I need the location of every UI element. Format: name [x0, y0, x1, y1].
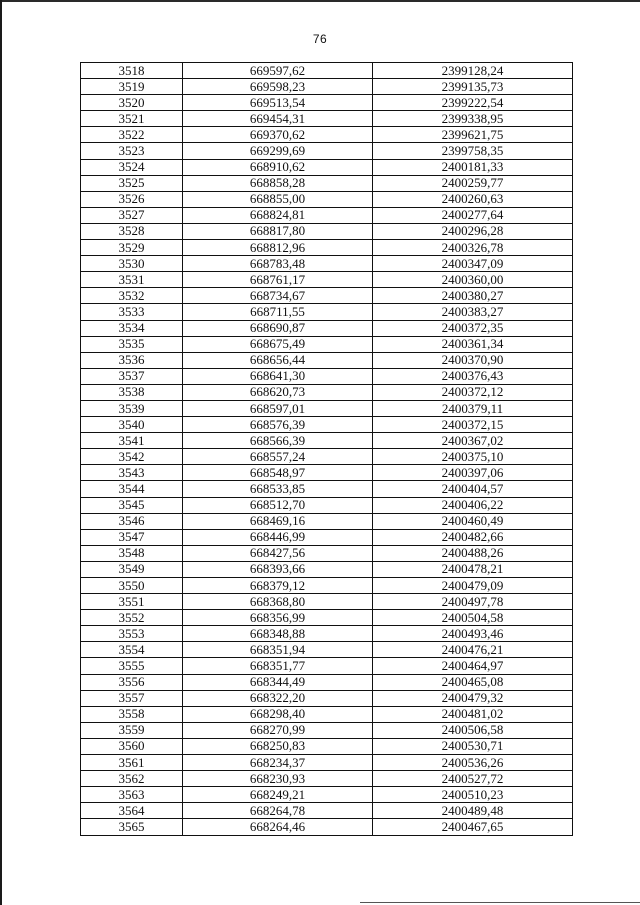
x-coordinate-cell: 669370,62	[183, 127, 373, 143]
y-coordinate-cell: 2400497,78	[373, 594, 573, 610]
coordinates-table	[80, 62, 573, 836]
table-row	[81, 819, 573, 835]
x-coordinate-cell: 668264,46	[183, 819, 373, 835]
table-row	[81, 513, 573, 529]
y-coordinate-cell: 2400259,77	[373, 175, 573, 191]
x-coordinate-cell: 668344,49	[183, 674, 373, 690]
x-coordinate-cell: 668761,17	[183, 272, 373, 288]
x-coordinate-cell: 668824,81	[183, 207, 373, 223]
point-number-cell: 3521	[81, 111, 183, 127]
point-number-cell: 3552	[81, 610, 183, 626]
y-coordinate-cell: 2400181,33	[373, 159, 573, 175]
point-number-cell: 3563	[81, 787, 183, 803]
y-coordinate-cell: 2400370,90	[373, 352, 573, 368]
y-coordinate-cell: 2400530,71	[373, 738, 573, 754]
table-row	[81, 417, 573, 433]
table-row	[81, 561, 573, 577]
y-coordinate-cell: 2400380,27	[373, 288, 573, 304]
point-number-cell: 3556	[81, 674, 183, 690]
point-number-cell: 3530	[81, 256, 183, 272]
y-coordinate-cell: 2400460,49	[373, 513, 573, 529]
point-number-cell: 3531	[81, 272, 183, 288]
point-number-cell: 3537	[81, 368, 183, 384]
point-number-cell: 3564	[81, 803, 183, 819]
table-row	[81, 755, 573, 771]
y-coordinate-cell: 2400482,66	[373, 529, 573, 545]
y-coordinate-cell: 2400479,32	[373, 690, 573, 706]
x-coordinate-cell: 668368,80	[183, 594, 373, 610]
x-coordinate-cell: 668910,62	[183, 159, 373, 175]
point-number-cell: 3518	[81, 63, 183, 79]
y-coordinate-cell: 2400489,48	[373, 803, 573, 819]
x-coordinate-cell: 668249,21	[183, 787, 373, 803]
x-coordinate-cell: 668817,80	[183, 223, 373, 239]
y-coordinate-cell: 2400326,78	[373, 240, 573, 256]
y-coordinate-cell: 2400404,57	[373, 481, 573, 497]
point-number-cell: 3544	[81, 481, 183, 497]
point-number-cell: 3534	[81, 320, 183, 336]
table-row	[81, 529, 573, 545]
table-row	[81, 803, 573, 819]
y-coordinate-cell: 2400510,23	[373, 787, 573, 803]
x-coordinate-cell: 668855,00	[183, 191, 373, 207]
y-coordinate-cell: 2399338,95	[373, 111, 573, 127]
x-coordinate-cell: 668379,12	[183, 578, 373, 594]
point-number-cell: 3562	[81, 771, 183, 787]
table-row	[81, 223, 573, 239]
y-coordinate-cell: 2400397,06	[373, 465, 573, 481]
x-coordinate-cell: 668264,78	[183, 803, 373, 819]
point-number-cell: 3542	[81, 449, 183, 465]
x-coordinate-cell: 668469,16	[183, 513, 373, 529]
table-row	[81, 545, 573, 561]
x-coordinate-cell: 668548,97	[183, 465, 373, 481]
x-coordinate-cell: 668512,70	[183, 497, 373, 513]
point-number-cell: 3527	[81, 207, 183, 223]
table-row	[81, 738, 573, 754]
scan-edge-bottom	[360, 902, 640, 903]
point-number-cell: 3546	[81, 513, 183, 529]
y-coordinate-cell: 2400478,21	[373, 561, 573, 577]
y-coordinate-cell: 2400277,64	[373, 207, 573, 223]
x-coordinate-cell: 668351,94	[183, 642, 373, 658]
point-number-cell: 3553	[81, 626, 183, 642]
table-row	[81, 288, 573, 304]
y-coordinate-cell: 2400488,26	[373, 545, 573, 561]
table-row	[81, 63, 573, 79]
y-coordinate-cell: 2400536,26	[373, 755, 573, 771]
point-number-cell: 3565	[81, 819, 183, 835]
y-coordinate-cell: 2400527,72	[373, 771, 573, 787]
table-row	[81, 658, 573, 674]
table-row	[81, 433, 573, 449]
point-number-cell: 3541	[81, 433, 183, 449]
point-number-cell: 3522	[81, 127, 183, 143]
table-row	[81, 706, 573, 722]
table-row	[81, 207, 573, 223]
table-row	[81, 111, 573, 127]
y-coordinate-cell: 2400467,65	[373, 819, 573, 835]
table-row	[81, 79, 573, 95]
y-coordinate-cell: 2400375,10	[373, 449, 573, 465]
table-row	[81, 400, 573, 416]
x-coordinate-cell: 669513,54	[183, 95, 373, 111]
table-row	[81, 465, 573, 481]
point-number-cell: 3539	[81, 400, 183, 416]
table-row	[81, 578, 573, 594]
x-coordinate-cell: 668711,55	[183, 304, 373, 320]
table-row	[81, 497, 573, 513]
x-coordinate-cell: 668734,67	[183, 288, 373, 304]
x-coordinate-cell: 668351,77	[183, 658, 373, 674]
point-number-cell: 3559	[81, 722, 183, 738]
table-row	[81, 191, 573, 207]
scan-edge-top	[0, 0, 640, 2]
point-number-cell: 3555	[81, 658, 183, 674]
table-row	[81, 352, 573, 368]
table-row	[81, 143, 573, 159]
x-coordinate-cell: 669299,69	[183, 143, 373, 159]
x-coordinate-cell: 668270,99	[183, 722, 373, 738]
y-coordinate-cell: 2399128,24	[373, 63, 573, 79]
point-number-cell: 3536	[81, 352, 183, 368]
x-coordinate-cell: 669454,31	[183, 111, 373, 127]
x-coordinate-cell: 668557,24	[183, 449, 373, 465]
x-coordinate-cell: 669598,23	[183, 79, 373, 95]
y-coordinate-cell: 2400361,34	[373, 336, 573, 352]
point-number-cell: 3525	[81, 175, 183, 191]
table-row	[81, 674, 573, 690]
point-number-cell: 3548	[81, 545, 183, 561]
table-row	[81, 256, 573, 272]
table-row	[81, 304, 573, 320]
table-row	[81, 175, 573, 191]
y-coordinate-cell: 2400406,22	[373, 497, 573, 513]
y-coordinate-cell: 2399135,73	[373, 79, 573, 95]
y-coordinate-cell: 2400383,27	[373, 304, 573, 320]
point-number-cell: 3524	[81, 159, 183, 175]
y-coordinate-cell: 2400372,15	[373, 417, 573, 433]
y-coordinate-cell: 2400464,97	[373, 658, 573, 674]
point-number-cell: 3543	[81, 465, 183, 481]
x-coordinate-cell: 669597,62	[183, 63, 373, 79]
x-coordinate-cell: 668298,40	[183, 706, 373, 722]
table-row	[81, 159, 573, 175]
scan-edge-left	[0, 0, 2, 905]
x-coordinate-cell: 668446,99	[183, 529, 373, 545]
point-number-cell: 3540	[81, 417, 183, 433]
y-coordinate-cell: 2399222,54	[373, 95, 573, 111]
point-number-cell: 3535	[81, 336, 183, 352]
y-coordinate-cell: 2400479,09	[373, 578, 573, 594]
point-number-cell: 3560	[81, 738, 183, 754]
table-row	[81, 384, 573, 400]
x-coordinate-cell: 668234,37	[183, 755, 373, 771]
x-coordinate-cell: 668597,01	[183, 400, 373, 416]
table-row	[81, 127, 573, 143]
x-coordinate-cell: 668690,87	[183, 320, 373, 336]
point-number-cell: 3519	[81, 79, 183, 95]
table-row	[81, 771, 573, 787]
y-coordinate-cell: 2399758,35	[373, 143, 573, 159]
x-coordinate-cell: 668230,93	[183, 771, 373, 787]
point-number-cell: 3528	[81, 223, 183, 239]
table-row	[81, 449, 573, 465]
point-number-cell: 3533	[81, 304, 183, 320]
y-coordinate-cell: 2400296,28	[373, 223, 573, 239]
table-row	[81, 642, 573, 658]
table-row	[81, 95, 573, 111]
y-coordinate-cell: 2400360,00	[373, 272, 573, 288]
point-number-cell: 3550	[81, 578, 183, 594]
y-coordinate-cell: 2400260,63	[373, 191, 573, 207]
y-coordinate-cell: 2400376,43	[373, 368, 573, 384]
x-coordinate-cell: 668675,49	[183, 336, 373, 352]
x-coordinate-cell: 668322,20	[183, 690, 373, 706]
point-number-cell: 3529	[81, 240, 183, 256]
x-coordinate-cell: 668393,66	[183, 561, 373, 577]
table-row	[81, 626, 573, 642]
x-coordinate-cell: 668427,56	[183, 545, 373, 561]
point-number-cell: 3557	[81, 690, 183, 706]
x-coordinate-cell: 668641,30	[183, 368, 373, 384]
x-coordinate-cell: 668656,44	[183, 352, 373, 368]
point-number-cell: 3526	[81, 191, 183, 207]
point-number-cell: 3523	[81, 143, 183, 159]
y-coordinate-cell: 2399621,75	[373, 127, 573, 143]
point-number-cell: 3532	[81, 288, 183, 304]
table-row	[81, 320, 573, 336]
x-coordinate-cell: 668620,73	[183, 384, 373, 400]
x-coordinate-cell: 668348,88	[183, 626, 373, 642]
point-number-cell: 3520	[81, 95, 183, 111]
y-coordinate-cell: 2400372,12	[373, 384, 573, 400]
x-coordinate-cell: 668576,39	[183, 417, 373, 433]
y-coordinate-cell: 2400493,46	[373, 626, 573, 642]
point-number-cell: 3547	[81, 529, 183, 545]
table-row	[81, 787, 573, 803]
point-number-cell: 3551	[81, 594, 183, 610]
point-number-cell: 3549	[81, 561, 183, 577]
y-coordinate-cell: 2400504,58	[373, 610, 573, 626]
point-number-cell: 3545	[81, 497, 183, 513]
x-coordinate-cell: 668356,99	[183, 610, 373, 626]
table-row	[81, 594, 573, 610]
y-coordinate-cell: 2400372,35	[373, 320, 573, 336]
point-number-cell: 3558	[81, 706, 183, 722]
y-coordinate-cell: 2400476,21	[373, 642, 573, 658]
coordinates-table-body	[81, 63, 573, 836]
point-number-cell: 3561	[81, 755, 183, 771]
y-coordinate-cell: 2400481,02	[373, 706, 573, 722]
table-row	[81, 368, 573, 384]
table-row	[81, 481, 573, 497]
x-coordinate-cell: 668858,28	[183, 175, 373, 191]
y-coordinate-cell: 2400367,02	[373, 433, 573, 449]
x-coordinate-cell: 668533,85	[183, 481, 373, 497]
table-row	[81, 610, 573, 626]
table-row	[81, 272, 573, 288]
point-number-cell: 3538	[81, 384, 183, 400]
x-coordinate-cell: 668812,96	[183, 240, 373, 256]
point-number-cell: 3554	[81, 642, 183, 658]
table-row	[81, 690, 573, 706]
x-coordinate-cell: 668566,39	[183, 433, 373, 449]
table-row	[81, 722, 573, 738]
table-row	[81, 336, 573, 352]
y-coordinate-cell: 2400465,08	[373, 674, 573, 690]
y-coordinate-cell: 2400347,09	[373, 256, 573, 272]
x-coordinate-cell: 668783,48	[183, 256, 373, 272]
y-coordinate-cell: 2400506,58	[373, 722, 573, 738]
y-coordinate-cell: 2400379,11	[373, 400, 573, 416]
page-number: 76	[312, 32, 328, 46]
x-coordinate-cell: 668250,83	[183, 738, 373, 754]
table-row	[81, 240, 573, 256]
